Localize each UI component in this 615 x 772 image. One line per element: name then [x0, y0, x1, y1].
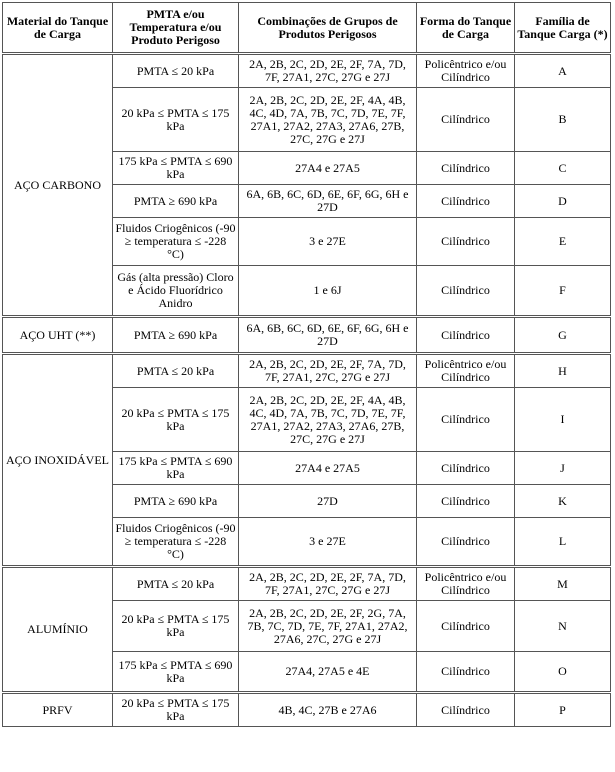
familia-cell: L: [515, 518, 611, 566]
pmta-cell: Fluidos Criogênicos (-90 ≥ temperatura ≤ -228 °C): [113, 218, 239, 266]
combinacoes-cell: 2A, 2B, 2C, 2D, 2E, 2F, 7A, 7D, 7F, 27A1, 27C, 27G e 27J: [239, 55, 417, 88]
table-body: [3, 53, 611, 727]
forma-cell: Cilíndrico: [417, 694, 515, 727]
familia-cell: N: [515, 601, 611, 652]
pmta-cell: PMTA ≥ 690 kPa: [113, 485, 239, 518]
pmta-cell: 20 kPa ≤ PMTA ≤ 175 kPa: [113, 601, 239, 652]
forma-cell: Cilíndrico: [417, 152, 515, 185]
familia-cell: D: [515, 185, 611, 218]
forma-cell: Cilíndrico: [417, 218, 515, 266]
combinacoes-cell: 27A4, 27A5 e 4E: [239, 652, 417, 692]
pmta-cell: 20 kPa ≤ PMTA ≤ 175 kPa: [113, 88, 239, 152]
forma-cell: Cilíndrico: [417, 88, 515, 152]
pmta-cell: 175 kPa ≤ PMTA ≤ 690 kPa: [113, 652, 239, 692]
combinacoes-cell: 27D: [239, 485, 417, 518]
pmta-cell: 20 kPa ≤ PMTA ≤ 175 kPa: [113, 694, 239, 727]
forma-cell: Policêntrico e/ou Cilíndrico: [417, 55, 515, 88]
forma-cell: Cilíndrico: [417, 485, 515, 518]
header-material: Material do Tanque de Carga: [3, 3, 113, 53]
familia-cell: I: [515, 388, 611, 452]
forma-cell: Policêntrico e/ou Cilíndrico: [417, 568, 515, 601]
material-cell: AÇO INOXIDÁVEL: [3, 355, 113, 566]
table-row: [3, 318, 611, 353]
combinacoes-cell: 4B, 4C, 27B e 27A6: [239, 694, 417, 727]
combinacoes-cell: 2A, 2B, 2C, 2D, 2E, 2F, 7A, 7D, 7F, 27A1, 27C, 27G e 27J: [239, 568, 417, 601]
pmta-cell: PMTA ≥ 690 kPa: [113, 185, 239, 218]
header-forma: Forma do Tanque de Carga: [417, 3, 515, 53]
combinacoes-cell: 27A4 e 27A5: [239, 452, 417, 485]
combinacoes-cell: 2A, 2B, 2C, 2D, 2E, 2F, 4A, 4B, 4C, 4D, 7A, 7B, 7C, 7D, 7E, 7F, 27A1, 27A2, 27A3, 27A6, 27B, 27C, 27G e 27J: [239, 388, 417, 452]
forma-cell: Cilíndrico: [417, 518, 515, 566]
combinacoes-cell: 1 e 6J: [239, 266, 417, 316]
pmta-cell: 175 kPa ≤ PMTA ≤ 690 kPa: [113, 152, 239, 185]
combinacoes-cell: 3 e 27E: [239, 518, 417, 566]
forma-cell: Cilíndrico: [417, 601, 515, 652]
familia-cell: A: [515, 55, 611, 88]
pmta-cell: PMTA ≤ 20 kPa: [113, 355, 239, 388]
pmta-cell: Gás (alta pressão) Cloro e Ácido Fluorídrico Anidro: [113, 266, 239, 316]
combinacoes-cell: 2A, 2B, 2C, 2D, 2E, 2F, 7A, 7D, 7F, 27A1, 27C, 27G e 27J: [239, 355, 417, 388]
table-row: [3, 694, 611, 727]
combinacoes-cell: 2A, 2B, 2C, 2D, 2E, 2F, 4A, 4B, 4C, 4D, 7A, 7B, 7C, 7D, 7E, 7F, 27A1, 27A2, 27A3, 27A6, 27B, 27C, 27G e 27J: [239, 88, 417, 152]
familia-cell: K: [515, 485, 611, 518]
material-cell: ALUMÍNIO: [3, 568, 113, 692]
forma-cell: Cilíndrico: [417, 452, 515, 485]
forma-cell: Cilíndrico: [417, 185, 515, 218]
header-combinacoes: Combinações de Grupos de Produtos Perigosos: [239, 3, 417, 53]
forma-cell: Policêntrico e/ou Cilíndrico: [417, 355, 515, 388]
combinacoes-cell: 3 e 27E: [239, 218, 417, 266]
material-cell: AÇO UHT (**): [3, 318, 113, 353]
familia-cell: C: [515, 152, 611, 185]
familia-cell: O: [515, 652, 611, 692]
header-row: [3, 3, 611, 53]
forma-cell: Cilíndrico: [417, 318, 515, 353]
pmta-cell: PMTA ≤ 20 kPa: [113, 568, 239, 601]
forma-cell: Cilíndrico: [417, 266, 515, 316]
familia-cell: B: [515, 88, 611, 152]
pmta-cell: 175 kPa ≤ PMTA ≤ 690 kPa: [113, 452, 239, 485]
familia-cell: F: [515, 266, 611, 316]
familia-cell: P: [515, 694, 611, 727]
tank-family-table: [2, 2, 611, 727]
header-pmta: PMTA e/ou Temperatura e/ou Produto Perigoso: [113, 3, 239, 53]
familia-cell: G: [515, 318, 611, 353]
combinacoes-cell: 6A, 6B, 6C, 6D, 6E, 6F, 6G, 6H e 27D: [239, 318, 417, 353]
table-row: [3, 355, 611, 388]
pmta-cell: 20 kPa ≤ PMTA ≤ 175 kPa: [113, 388, 239, 452]
table-row: [3, 568, 611, 601]
forma-cell: Cilíndrico: [417, 388, 515, 452]
combinacoes-cell: 2A, 2B, 2C, 2D, 2E, 2F, 2G, 7A, 7B, 7C, 7D, 7E, 7F, 27A1, 27A2, 27A6, 27C, 27G e 27J: [239, 601, 417, 652]
table-row: [3, 55, 611, 88]
combinacoes-cell: 27A4 e 27A5: [239, 152, 417, 185]
material-cell: AÇO CARBONO: [3, 55, 113, 316]
pmta-cell: PMTA ≤ 20 kPa: [113, 55, 239, 88]
forma-cell: Cilíndrico: [417, 652, 515, 692]
pmta-cell: Fluidos Criogênicos (-90 ≥ temperatura ≤ -228 °C): [113, 518, 239, 566]
familia-cell: E: [515, 218, 611, 266]
familia-cell: M: [515, 568, 611, 601]
familia-cell: J: [515, 452, 611, 485]
familia-cell: H: [515, 355, 611, 388]
pmta-cell: PMTA ≥ 690 kPa: [113, 318, 239, 353]
combinacoes-cell: 6A, 6B, 6C, 6D, 6E, 6F, 6G, 6H e 27D: [239, 185, 417, 218]
header-familia: Família de Tanque Carga (*): [515, 3, 611, 53]
material-cell: PRFV: [3, 694, 113, 727]
